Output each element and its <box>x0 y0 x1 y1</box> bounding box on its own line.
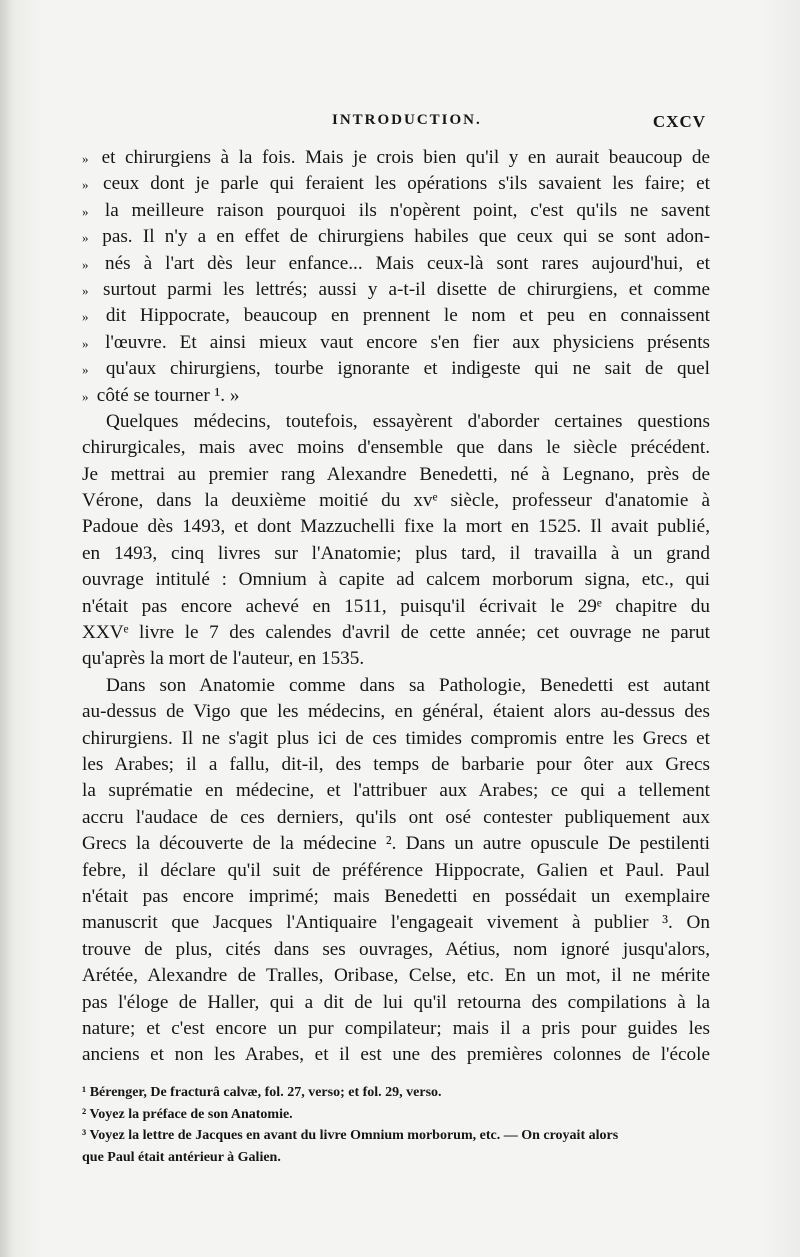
text-line: ouvrage intitulé : Omnium à capite ad calcem morborum signa, etc., qui <box>82 569 710 591</box>
body-text <box>82 145 710 1069</box>
paragraph-quote <box>82 145 710 409</box>
text-line: n'était pas encore achevé en 1511, puisqu'il écrivait le 29ᵉ chapitre du <box>82 595 710 617</box>
text-line: » et chirurgiens à la fois. Mais je crois bien qu'il y en aurait beaucoup de <box>82 147 710 168</box>
text-line: Padoue dès 1493, et dont Mazzuchelli fixe la mort en 1525. Il avait publié, <box>82 516 710 538</box>
text-line: » nés à l'art dès leur enfance... Mais ceux-là sont rares aujourd'hui, et <box>82 252 711 274</box>
text-line: Vérone, dans la deuxième moitié du xvᵉ siècle, professeur d'anatomie à <box>82 490 710 512</box>
footnotes <box>82 1082 710 1168</box>
text-line: les Arabes; il a fallu, dit-il, des temps de barbarie pour ôter aux Grecs <box>82 753 710 775</box>
footnote-3-continued: que Paul était antérieur à Galien. <box>82 1149 281 1165</box>
text-line: » pas. Il n'y a en effet de chirurgiens habiles que ceux qui se sont adon- <box>82 226 711 248</box>
running-title: INTRODUCTION. <box>332 112 482 128</box>
text-line: Arétée, Alexandre de Tralles, Oribase, Celse, etc. En un mot, il ne mérite <box>82 965 710 987</box>
text-line: chirurgiens. Il ne s'agit plus ici de ces timides compromis entre les Grecs et <box>82 727 710 749</box>
text-line: au-dessus de Vigo que les médecins, en général, étaient alors au-dessus des <box>82 701 710 723</box>
text-line: Dans son Anatomie comme dans sa Pathologie, Benedetti est autant <box>106 674 710 696</box>
text-line: » côté se tourner ¹. » <box>82 384 240 406</box>
text-line: chirurgicales, mais avec moins d'ensemble que dans le siècle précédent. <box>82 437 710 459</box>
page-number: CXCV <box>652 112 706 131</box>
text-line: » ceux dont je parle qui feraient les opérations s'ils savaient les faire; et <box>82 173 710 195</box>
text-line: trouve de plus, cités dans ses ouvrages, Aétius, nom ignoré jusqu'alors, <box>82 938 710 960</box>
text-line: manuscrit que Jacques l'Antiquaire l'engageait vivement à publier ³. On <box>82 912 710 934</box>
text-line: febre, il déclare qu'il suit de préférence Hippocrate, Galien et Paul. Paul <box>82 859 710 881</box>
text-line: XXVᵉ livre le 7 des calendes d'avril de cette année; cet ouvrage ne parut <box>82 622 710 644</box>
text-line: n'était pas encore imprimé; mais Benedetti en possédait un exemplaire <box>82 885 710 907</box>
text-line: Je mettrai au premier rang Alexandre Benedetti, né à Legnano, près de <box>82 463 710 485</box>
text-line: la suprématie en médecine, et l'attribuer aux Arabes; ce qui a tellement <box>82 780 710 802</box>
footnote-2: ² Voyez la préface de son Anatomie. <box>82 1106 293 1122</box>
text-line: » l'œuvre. Et ainsi mieux vaut encore s'en fier aux physiciens présents <box>82 331 710 353</box>
text-line: » la meilleure raison pourquoi ils n'opèrent point, c'est qu'ils ne savent <box>82 199 710 221</box>
text-line: accru l'audace de ces derniers, qu'ils ont osé contester publiquement aux <box>82 806 710 828</box>
text-line: pas l'éloge de Haller, qui a dit de lui qu'il retourna des compilations à la <box>82 991 710 1013</box>
paragraph <box>82 673 710 1069</box>
footnote-1: ¹ Bérenger, De fracturâ calvæ, fol. 27, verso; et fol. 29, verso. <box>82 1085 442 1100</box>
paragraph <box>82 409 710 673</box>
text-line: Quelques médecins, toutefois, essayèrent d'aborder certaines questions <box>106 410 710 432</box>
text-line: en 1493, cinq livres sur l'Anatomie; plus tard, il travailla à un grand <box>82 542 710 564</box>
text-line: » dit Hippocrate, beaucoup en prennent le nom et peu en connaissent <box>82 305 711 327</box>
footnote-3: ³ Voyez la lettre de Jacques en avant du livre Omnium morborum, etc. — On croyait alors <box>82 1128 619 1144</box>
page-header <box>82 112 710 136</box>
text-line: nature; et c'est encore un pur compilateur; mais il a pris pour guides les <box>82 1017 710 1039</box>
text-line: » surtout parmi les lettrés; aussi y a-t-il disette de chirurgiens, et comme <box>82 278 711 300</box>
text-line: Grecs la découverte de la médecine ². Dans un autre opuscule De pestilenti <box>82 833 710 855</box>
text-line: » qu'aux chirurgiens, tourbe ignorante et indigeste qui ne sait de quel <box>82 358 710 380</box>
text-line: anciens et non les Arabes, et il est une des premières colonnes de l'école <box>82 1044 710 1066</box>
text-line: qu'après la mort de l'auteur, en 1535. <box>82 648 365 670</box>
